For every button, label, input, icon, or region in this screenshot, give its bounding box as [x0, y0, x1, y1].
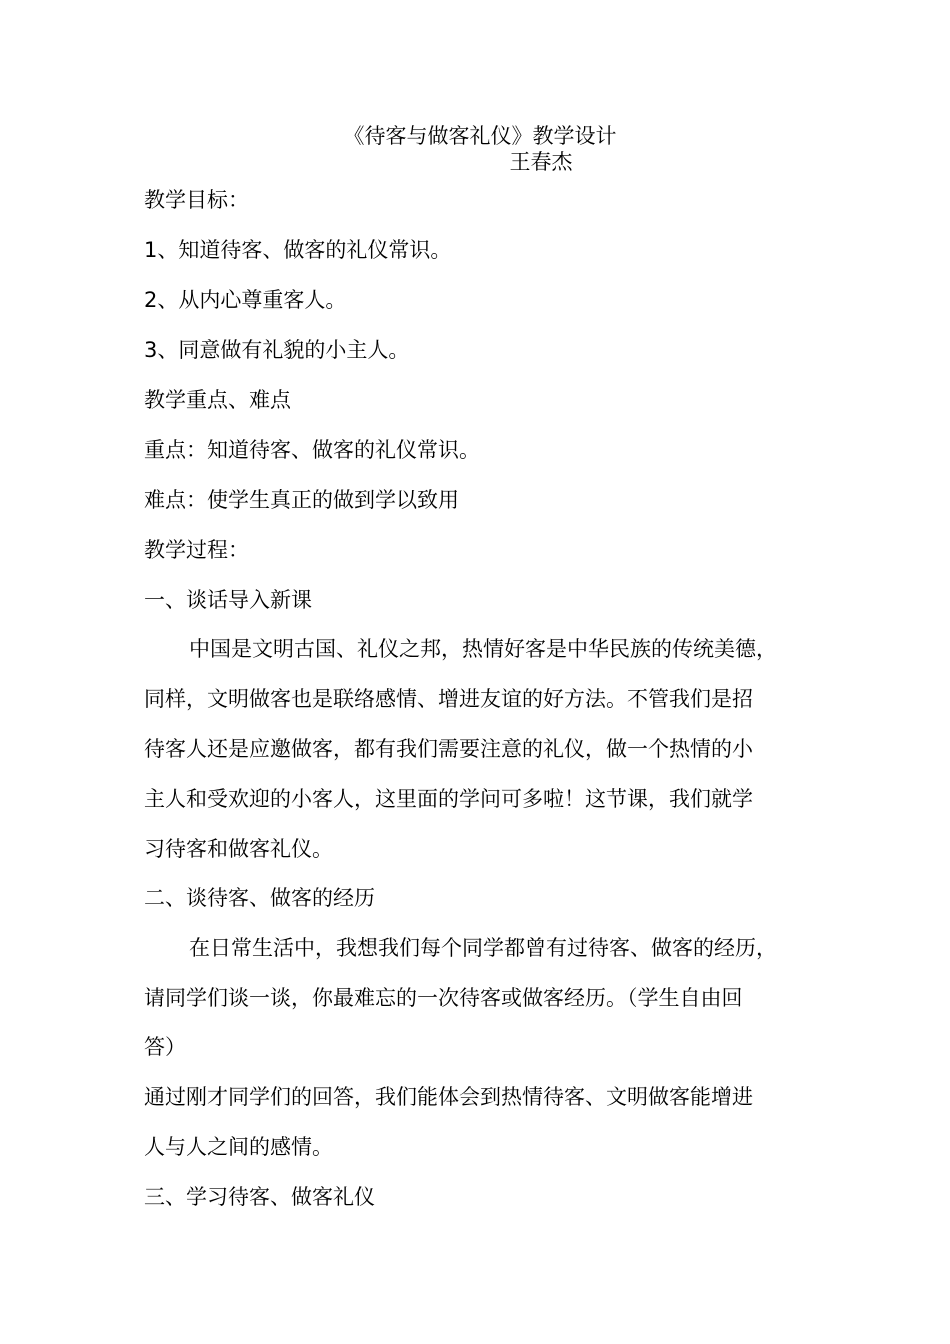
paragraph-line: 人与人之间的感情。	[144, 1135, 333, 1159]
section-heading-key-points: 教学重点、难点	[144, 388, 291, 412]
objective-item-3: 3、同意做有礼貌的小主人。	[144, 338, 410, 362]
step-heading-2: 二、谈待客、做客的经历	[144, 886, 375, 910]
section-heading-objectives: 教学目标：	[144, 188, 249, 212]
objective-item-1: 1、知道待客、做客的礼仪常识。	[144, 238, 452, 262]
paragraph-line: 同样，文明做客也是联络感情、增进友谊的好方法。不管我们是招	[144, 687, 753, 711]
document-title: 《待客与做客礼仪》教学设计	[343, 124, 617, 148]
section-heading-process: 教学过程：	[144, 538, 249, 562]
objective-item-2: 2、从内心尊重客人。	[144, 288, 347, 312]
paragraph-line: 待客人还是应邀做客，都有我们需要注意的礼仪，做一个热情的小	[144, 737, 753, 761]
paragraph-line: 请同学们谈一谈，你最难忘的一次待客或做客经历。（学生自由回	[144, 986, 743, 1010]
paragraph-line: 习待客和做客礼仪。	[144, 837, 333, 861]
key-point-text: 重点：知道待客、做客的礼仪常识。	[144, 438, 480, 462]
step-heading-1: 一、谈话导入新课	[144, 588, 312, 612]
paragraph-line: 答）	[144, 1035, 186, 1059]
paragraph-line: 通过刚才同学们的回答，我们能体会到热情待客、文明做客能增进	[144, 1085, 753, 1109]
document-author: 王春杰	[509, 150, 573, 174]
step-heading-3: 三、学习待客、做客礼仪	[144, 1185, 375, 1209]
paragraph-line: 主人和受欢迎的小客人，这里面的学问可多啦！这节课，我们就学	[144, 787, 753, 811]
paragraph-line: 中国是文明古国、礼仪之邦，热情好客是中华民族的传统美德，	[189, 637, 777, 661]
paragraph-line: 在日常生活中，我想我们每个同学都曾有过待客、做客的经历，	[189, 936, 777, 960]
difficulty-text: 难点：使学生真正的做到学以致用	[144, 488, 459, 512]
